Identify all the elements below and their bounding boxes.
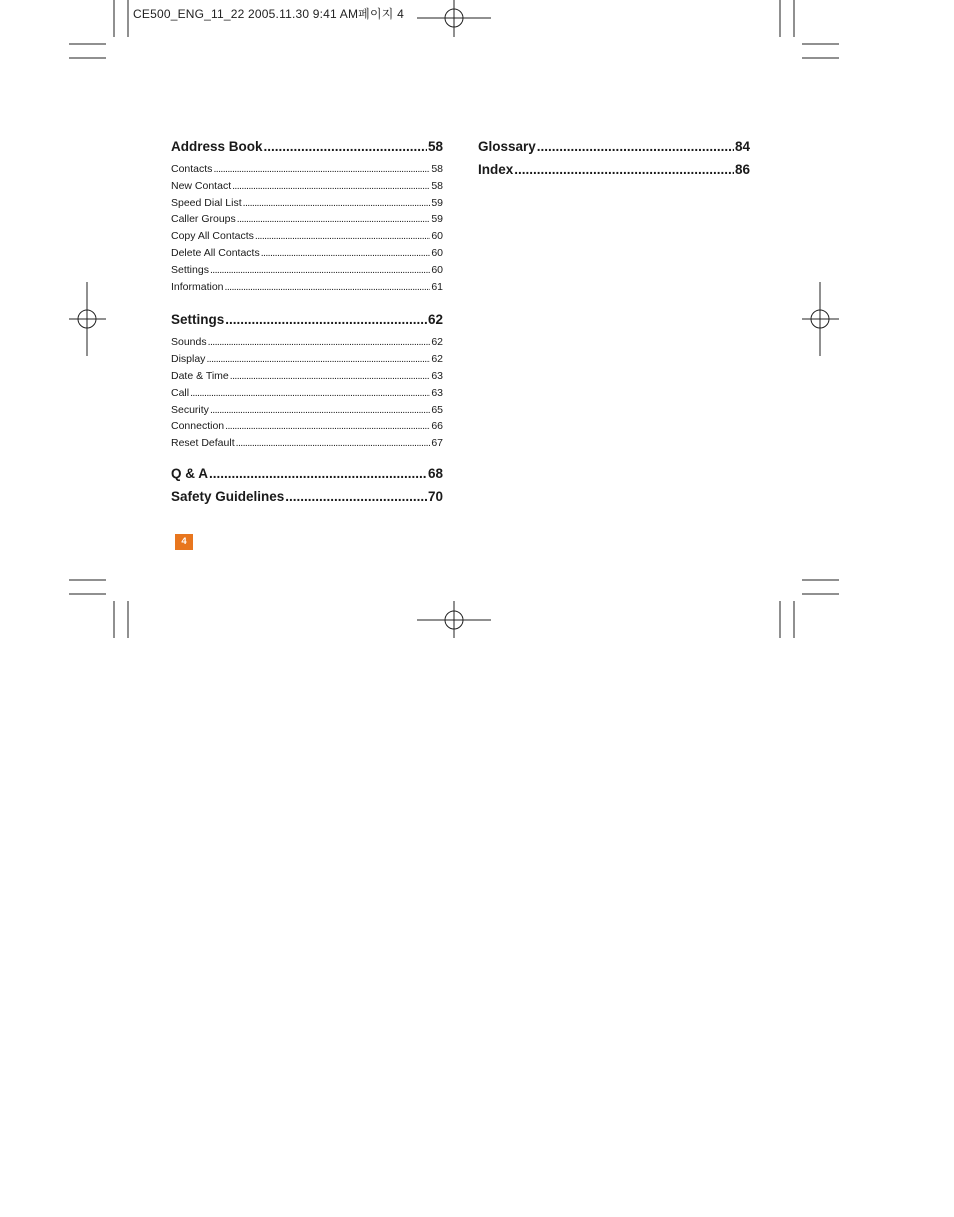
toc-page: 58 bbox=[431, 179, 443, 192]
toc-title: Safety Guidelines bbox=[171, 488, 285, 504]
toc-entry-address-book[interactable] bbox=[171, 138, 443, 161]
toc-right-column bbox=[478, 138, 750, 184]
toc-page: 68 bbox=[427, 465, 443, 481]
dot-leader bbox=[285, 488, 427, 506]
toc-left-column bbox=[171, 138, 443, 511]
registration-mark-right bbox=[802, 282, 839, 356]
toc-title: Security bbox=[171, 403, 209, 416]
toc-subentry-copy-all-contacts[interactable] bbox=[171, 228, 443, 245]
toc-subentry-caller-groups[interactable] bbox=[171, 211, 443, 228]
toc-title: Q & A bbox=[171, 465, 208, 481]
toc-title: Settings bbox=[171, 263, 209, 276]
toc-page: 63 bbox=[431, 386, 443, 399]
toc-title: Settings bbox=[171, 312, 225, 328]
section-spacer bbox=[171, 295, 443, 311]
toc-subentry-connection[interactable] bbox=[171, 418, 443, 435]
toc-subentry-security[interactable] bbox=[171, 402, 443, 419]
toc-page: 66 bbox=[431, 420, 443, 433]
dot-leader bbox=[225, 418, 430, 435]
toc-title: Call bbox=[171, 386, 190, 399]
toc-page: 60 bbox=[431, 263, 443, 276]
toc-page: 58 bbox=[431, 163, 443, 175]
toc-title: Sounds bbox=[171, 336, 207, 349]
dot-leader bbox=[213, 161, 430, 178]
toc-page: 84 bbox=[734, 139, 750, 154]
toc-entry-safety-guidelines[interactable] bbox=[171, 488, 443, 511]
toc-title: Speed Dial List bbox=[171, 196, 242, 209]
dot-leader bbox=[206, 351, 430, 368]
print-slug: CE500_ENG_11_22 2005.11.30 9:41 AM페이지 4 bbox=[133, 7, 404, 21]
dot-leader bbox=[190, 385, 430, 402]
toc-page: 86 bbox=[734, 162, 750, 177]
dot-leader bbox=[264, 138, 427, 156]
toc-page: 65 bbox=[431, 403, 443, 416]
toc-page: 62 bbox=[431, 353, 443, 366]
dot-leader bbox=[236, 435, 431, 452]
toc-title: Delete All Contacts bbox=[171, 246, 260, 259]
toc-subentry-call[interactable] bbox=[171, 385, 443, 402]
dot-leader bbox=[255, 228, 430, 245]
toc-subentry-information[interactable] bbox=[171, 279, 443, 296]
toc-title: Caller Groups bbox=[171, 213, 236, 226]
registration-mark-left bbox=[69, 282, 106, 356]
page-number-badge: 4 bbox=[175, 534, 193, 550]
toc-title: Index bbox=[478, 162, 514, 177]
toc-entry-q-and-a[interactable] bbox=[171, 465, 443, 488]
toc-title: Date & Time bbox=[171, 369, 229, 382]
registration-mark-top bbox=[417, 0, 491, 37]
toc-entry-index[interactable] bbox=[478, 161, 750, 184]
toc-page: 59 bbox=[431, 213, 443, 226]
dot-leader bbox=[261, 245, 431, 262]
toc-title: Information bbox=[171, 280, 224, 293]
dot-leader bbox=[232, 178, 430, 195]
toc-title: Display bbox=[171, 353, 206, 366]
section-spacer bbox=[171, 452, 443, 465]
toc-page: 62 bbox=[427, 312, 443, 328]
toc-title: Reset Default bbox=[171, 437, 235, 450]
toc-subentry-reset-default[interactable] bbox=[171, 435, 443, 452]
toc-subentry-contacts[interactable] bbox=[171, 161, 443, 178]
toc-page: 62 bbox=[431, 336, 443, 349]
dot-leader bbox=[230, 368, 431, 385]
toc-page: 67 bbox=[431, 437, 443, 450]
dot-leader bbox=[225, 279, 431, 296]
toc-title: Glossary bbox=[478, 139, 536, 154]
toc-page: 59 bbox=[431, 196, 443, 209]
dot-leader bbox=[210, 262, 430, 279]
dot-leader bbox=[514, 161, 734, 179]
toc-title: New Contact bbox=[171, 179, 232, 192]
toc-page: 60 bbox=[431, 230, 443, 243]
toc-entry-settings[interactable] bbox=[171, 311, 443, 334]
toc-subentry-speed-dial-list[interactable] bbox=[171, 195, 443, 212]
toc-page: 70 bbox=[427, 488, 443, 504]
toc-entry-glossary[interactable] bbox=[478, 138, 750, 161]
toc-subentry-sounds[interactable] bbox=[171, 334, 443, 351]
toc-page: 61 bbox=[431, 280, 443, 293]
toc-subentry-settings[interactable] bbox=[171, 262, 443, 279]
toc-title: Address Book bbox=[171, 139, 263, 154]
toc-title: Contacts bbox=[171, 163, 213, 175]
toc-title: Connection bbox=[171, 420, 225, 433]
registration-mark-bottom bbox=[417, 601, 491, 638]
toc-subentry-date-time[interactable] bbox=[171, 368, 443, 385]
dot-leader bbox=[208, 334, 431, 351]
dot-leader bbox=[537, 138, 734, 156]
toc-title: Copy All Contacts bbox=[171, 230, 254, 243]
toc-subentry-new-contact[interactable] bbox=[171, 178, 443, 195]
toc-subentry-display[interactable] bbox=[171, 351, 443, 368]
toc-subentry-delete-all-contacts[interactable] bbox=[171, 245, 443, 262]
dot-leader bbox=[210, 402, 430, 419]
dot-leader bbox=[237, 211, 431, 228]
toc-page: 63 bbox=[431, 369, 443, 382]
dot-leader bbox=[243, 195, 431, 212]
dot-leader bbox=[209, 465, 427, 483]
dot-leader bbox=[225, 311, 427, 329]
toc-page: 58 bbox=[427, 139, 443, 154]
toc-page: 60 bbox=[431, 246, 443, 259]
